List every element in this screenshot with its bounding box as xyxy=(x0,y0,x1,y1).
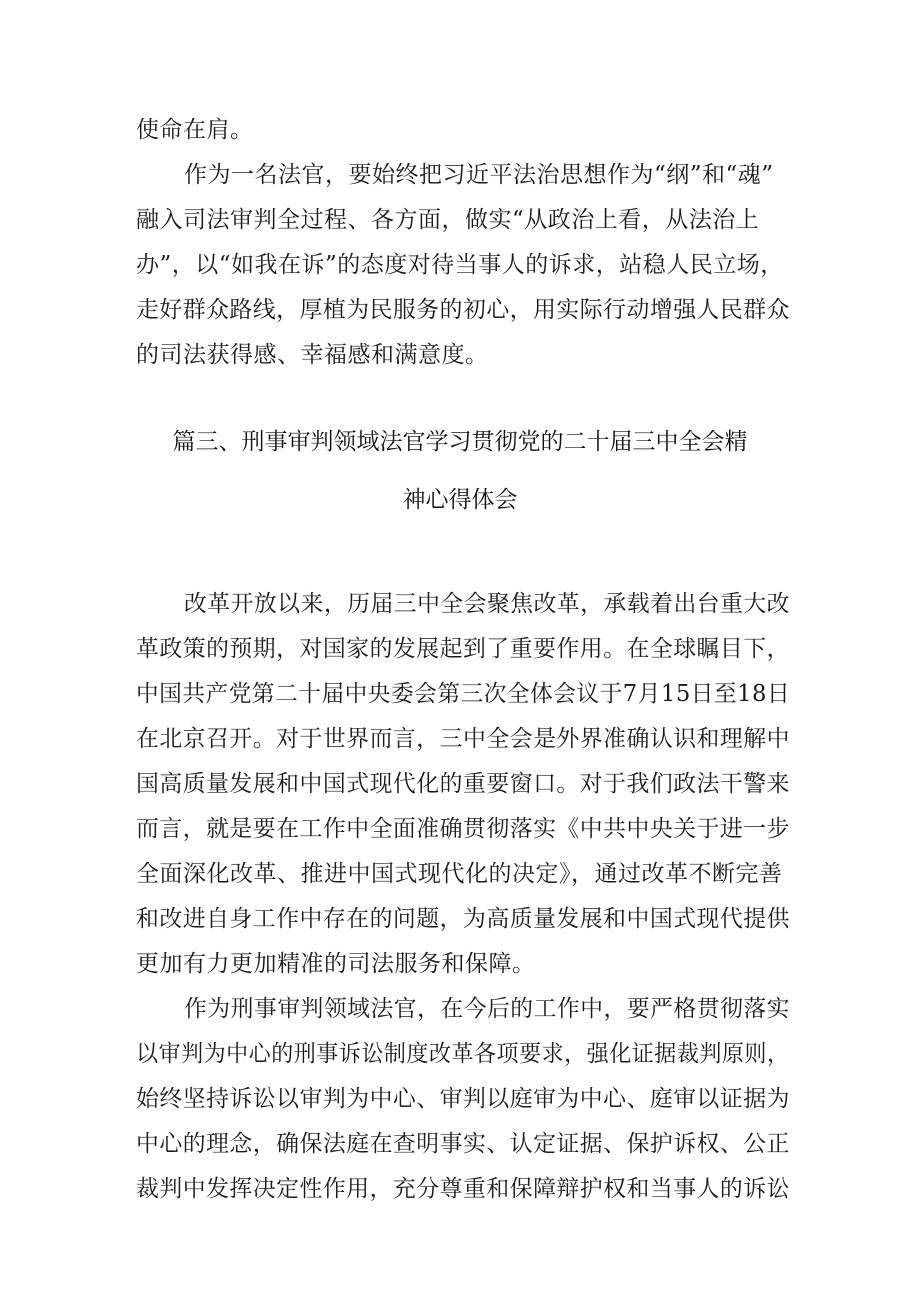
text-line: 在北京召开。对于世界而言，三中全会是外界准确认识和理解中 xyxy=(136,726,790,752)
text-line: 的司法获得感、幸福感和满意度。 xyxy=(136,342,489,368)
text-line: 革政策的预期，对国家的发展起到了重要作用。在全球瞩目下， xyxy=(136,636,790,662)
text-line: 走好群众路线，厚植为民服务的初心，用实际行动增强人民群众 xyxy=(136,297,790,323)
text-line: 始终坚持诉讼以审判为中心、审判以庭审为中心、庭审以证据为 xyxy=(136,1086,790,1112)
section-title-line: 神心得体会 xyxy=(402,487,518,513)
text-line: 作为一名法官，要始终把习近平法治思想作为“纲”和“魂” xyxy=(184,162,774,188)
text-line: 裁判中发挥决定性作用，充分尊重和保障辩护权和当事人的诉讼 xyxy=(136,1176,790,1202)
text-line: 国高质量发展和中国式现代化的重要窗口。对于我们政法干警来 xyxy=(136,771,790,797)
text-line: 更加有力更加精准的司法服务和保障。 xyxy=(136,951,536,977)
text-line: 中心的理念，确保法庭在查明事实、认定证据、保护诉权、公正 xyxy=(136,1131,790,1157)
text-line: 改革开放以来，历届三中全会聚焦改革，承载着出台重大改 xyxy=(184,591,790,617)
section-title-line: 篇三、刑事审判领域法官学习贯彻党的二十届三中全会精 xyxy=(172,429,748,455)
text-line: 全面深化改革、推进中国式现代化的决定》，通过改革不断完善 xyxy=(136,861,783,887)
text-line: 和改进自身工作中存在的问题，为高质量发展和中国式现代提供 xyxy=(136,906,790,932)
text-line: 以审判为中心的刑事诉讼制度改革各项要求，强化证据裁判原则， xyxy=(136,1041,790,1067)
text-line: 作为刑事审判领域法官，在今后的工作中，要严格贯彻落实 xyxy=(184,996,790,1022)
text-line: 办”，以“如我在诉”的态度对待当事人的诉求，站稳人民立场， xyxy=(136,252,784,278)
text-line: 而言，就是要在工作中全面准确贯彻落实《中共中央关于进一步 xyxy=(136,816,790,842)
text-line: 中国共产党第二十届中央委会第三次全体会议于7月15日至18日 xyxy=(136,681,791,707)
text-line: 使命在肩。 xyxy=(136,117,254,143)
text-line: 融入司法审判全过程、各方面，做实“从政治上看，从法治上 xyxy=(136,207,760,233)
